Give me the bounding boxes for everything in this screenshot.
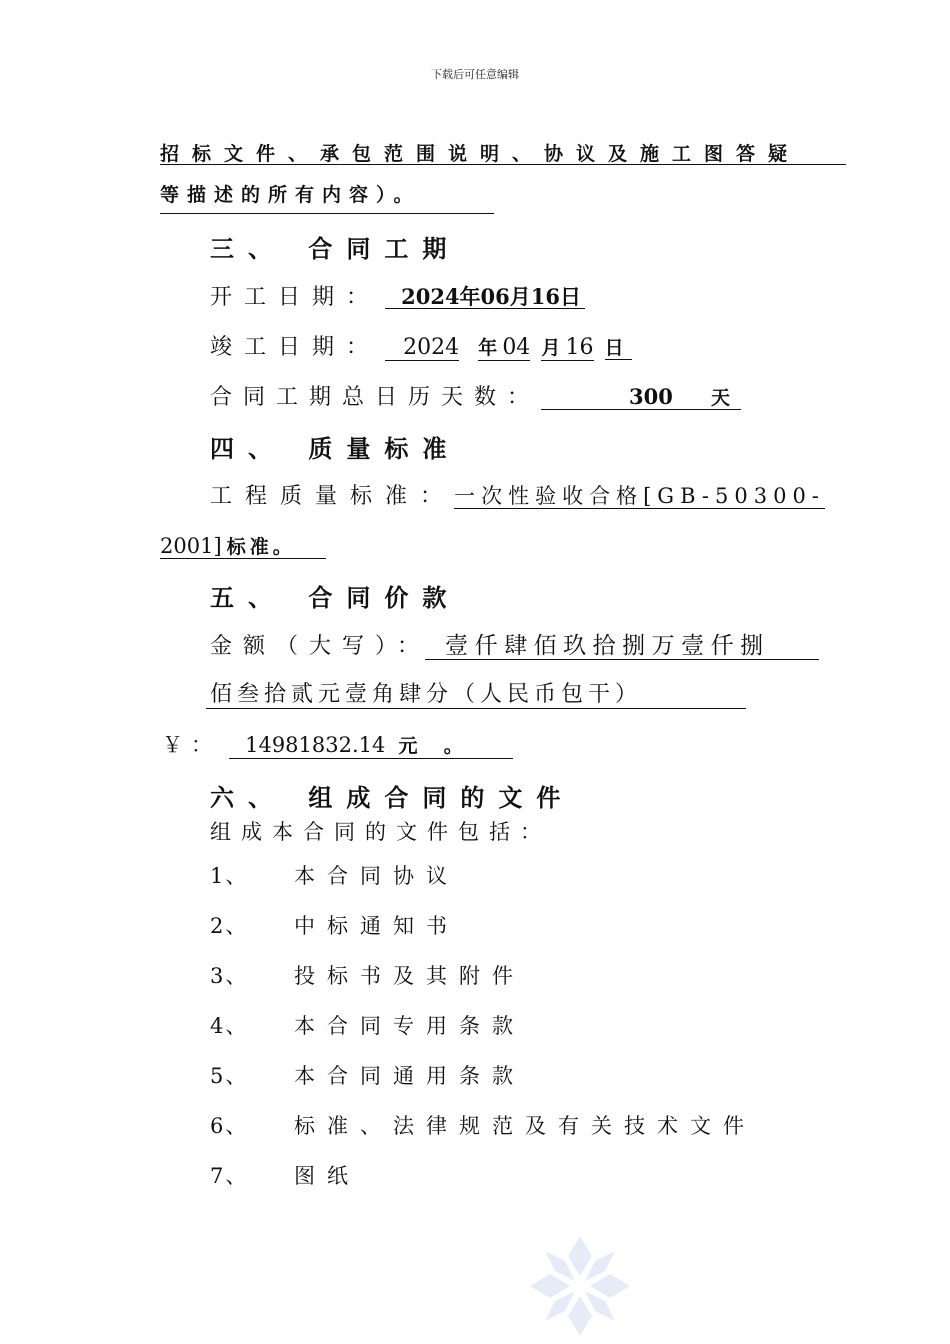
- yen-end: 。: [443, 735, 463, 757]
- snowflake-watermark-icon: [530, 1236, 630, 1336]
- list-number: 3、: [210, 964, 249, 988]
- quality-standard-text: 标准。: [226, 536, 296, 558]
- amount-label: 金额（大写）：: [210, 634, 431, 659]
- end-month: 04: [502, 335, 531, 360]
- end-year: 2024: [403, 335, 460, 360]
- list-text: 标准、法律规范及有关技术文件: [294, 1114, 756, 1138]
- end-day-unit: 日: [604, 337, 624, 359]
- end-month-unit: 月: [541, 337, 561, 359]
- document-list-item: [210, 860, 459, 890]
- scope-line-1: [160, 138, 846, 165]
- start-date-row: [210, 286, 585, 309]
- scope-line-2: [160, 186, 494, 214]
- amount-row: [210, 635, 819, 660]
- document-list-item: [210, 1060, 525, 1090]
- duration-label: 合同工期总日历天数：: [210, 385, 541, 410]
- list-number: 1、: [210, 864, 249, 888]
- quality-value-1: 一次性验收合格[GB-50300-: [454, 484, 825, 508]
- end-year-unit: 年: [478, 337, 498, 359]
- quality-value-wrap: [454, 486, 825, 509]
- document-list-item: [210, 910, 459, 940]
- duration-unit: 天: [711, 387, 731, 409]
- list-number: 4、: [210, 1014, 249, 1038]
- amount-words-1: 壹仟肆佰玖拾捌万壹仟捌: [445, 633, 770, 659]
- yen-unit: 元: [398, 735, 418, 757]
- end-day-unit-wrap: [605, 339, 632, 360]
- end-year-wrap: [385, 337, 459, 361]
- amount-words-2: 佰叁拾贰元壹角肆分（人民币包干）: [210, 682, 643, 707]
- duration-value: 300: [628, 384, 673, 409]
- yen-row: [162, 735, 513, 759]
- quality-label: 工程质量标准：: [210, 484, 456, 509]
- start-date-label: 开工日期：: [210, 285, 381, 310]
- quality-row: [210, 486, 825, 509]
- scope-text-1: 招标文件、承包范围说明、协议及施工图答疑: [160, 143, 801, 165]
- yen-value: 14981832.14: [245, 733, 386, 757]
- list-text: 中标通知书: [294, 914, 459, 938]
- end-day: 16: [565, 335, 594, 360]
- list-text: 本合同专用条款: [294, 1014, 525, 1038]
- document-list-item: [210, 1110, 756, 1140]
- list-number: 5、: [210, 1064, 249, 1088]
- list-text: 本合同协议: [294, 864, 459, 888]
- start-date-value: 2024年06月16日: [401, 284, 582, 309]
- end-date-row: [210, 337, 632, 361]
- section-3-heading: 三、 合同工期: [210, 235, 461, 263]
- document-list-item: [210, 1160, 360, 1190]
- section-5-heading: 五、 合同价款: [210, 584, 461, 612]
- section-6-intro: 组成本合同的文件包括：: [210, 820, 551, 844]
- list-text: 投标书及其附件: [294, 964, 525, 988]
- quality-row-2: [160, 536, 326, 559]
- yen-value-wrap: [229, 735, 513, 759]
- amount-row-2: [206, 684, 746, 709]
- list-text: 本合同通用条款: [294, 1064, 525, 1088]
- yen-label: ￥：: [162, 733, 220, 757]
- scope-text-2: 等描述的所有内容）。: [160, 184, 421, 206]
- section-4-heading: 四、 质量标准: [210, 435, 461, 463]
- page-header: 下载后可任意编辑: [431, 68, 519, 81]
- list-number: 6、: [210, 1114, 249, 1138]
- duration-value-wrap: [541, 386, 741, 410]
- list-number: 7、: [210, 1164, 249, 1188]
- document-list-item: [210, 1010, 525, 1040]
- list-number: 2、: [210, 914, 249, 938]
- end-date-label: 竣工日期：: [210, 335, 381, 360]
- section-6-heading: 六、 组成合同的文件: [210, 784, 575, 812]
- quality-code: 2001]: [160, 534, 222, 558]
- end-month-wrap: [478, 337, 530, 361]
- start-date-value-wrap: [385, 286, 585, 309]
- end-day-wrap: [541, 337, 593, 361]
- list-text: 图纸: [294, 1164, 360, 1188]
- amount-line-1-wrap: [425, 635, 819, 660]
- duration-row: [210, 386, 741, 410]
- document-list-item: [210, 960, 525, 990]
